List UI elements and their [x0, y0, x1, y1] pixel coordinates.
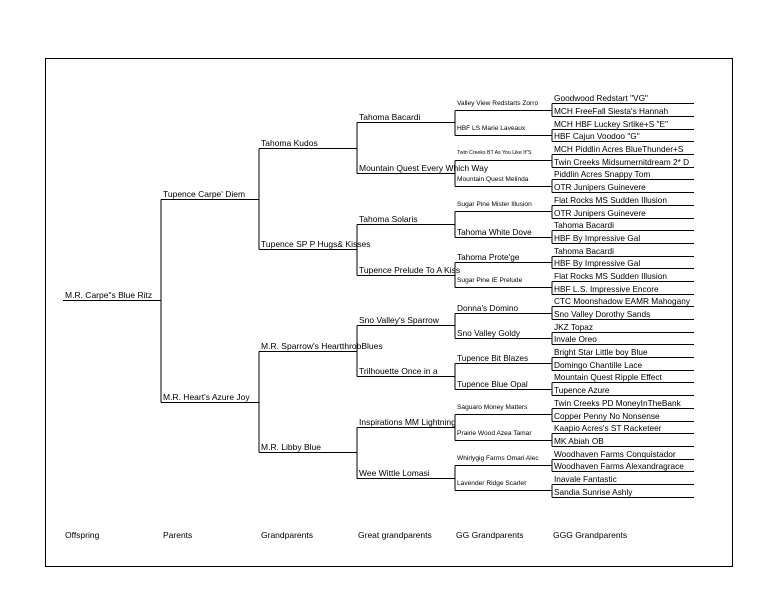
ggg-grandparent-name-14: Flat Rocks MS Sudden Illusion: [554, 270, 667, 281]
parent-name-0: Tupence Carpe' Diem: [163, 188, 246, 199]
ggg-grandparent-name-3: HBF Cajun Voodoo "G": [554, 130, 640, 141]
gg-grandparent-name-6: Tahoma Prote'ge: [457, 251, 520, 262]
gg-grandparent-name-2: Twin Creeks BT As You Like It"S: [457, 149, 532, 156]
ggg-grandparent-name-20: Bright Star Little boy Blue: [554, 346, 648, 357]
ggg-grandparent-name-13: HBF By Impressive Gal: [554, 257, 641, 268]
gen-label-parents: Parents: [163, 530, 193, 540]
great-grandparent-name-3: Tupence Prelude To A Kiss: [359, 264, 461, 275]
gg-grandparent-name-5: Tahoma White Dove: [457, 226, 532, 237]
ggg-grandparent-name-12: Tahoma Bacardi: [554, 245, 614, 256]
gg-grandparent-name-0: Valley View Redstarts Zorro: [457, 99, 539, 107]
gen-label-great-grandparents: Great grandparents: [358, 530, 432, 540]
gg-grandparent-name-1: HBF LS Marie Laveaux: [457, 124, 526, 132]
ggg-grandparent-name-26: Kaapio Acres's ST Racketeer: [554, 422, 662, 433]
offspring-name-0: M.R. Carpe"s Blue Ritz: [65, 289, 153, 300]
gg-grandparent-name-10: Tupence Bit Blazes: [457, 352, 529, 363]
gg-grandparent-name-13: Prairie Wood Azea Tamar: [457, 429, 532, 437]
gen-label-offspring: Offspring: [65, 530, 100, 540]
ggg-grandparent-name-21: Domingo Chantille Lace: [554, 359, 643, 370]
ggg-grandparent-name-9: OTR Junipers Guinevere: [554, 207, 646, 218]
ggg-grandparent-name-19: Invale Oreo: [554, 333, 597, 344]
ggg-grandparent-name-27: MK Abiah OB: [554, 435, 604, 446]
great-grandparent-name-2: Tahoma Solaris: [359, 213, 418, 224]
ggg-grandparent-name-2: MCH HBF Luckey Srtike+S "E": [554, 118, 669, 129]
ggg-grandparent-name-30: Inavale Fantastic: [554, 473, 617, 484]
grandparent-name-3: M.R. Libby Blue: [261, 441, 321, 452]
gg-grandparent-name-4: Sugar Pine Mister Illusion: [457, 200, 532, 208]
ggg-grandparent-name-8: Flat Rocks MS Sudden Illusion: [554, 194, 667, 205]
gg-grandparent-name-11: Tupence Blue Opal: [457, 378, 528, 389]
great-grandparent-name-4: Sno Valley's Sparrow: [359, 314, 439, 325]
ggg-grandparent-name-16: CTC Moonshadow EAMR Mahogany: [554, 295, 691, 306]
ggg-grandparent-name-29: Woodhaven Farms Alexandragrace: [554, 460, 684, 471]
ggg-grandparent-name-1: MCH FreeFall Siesta's Hannah: [554, 105, 669, 116]
ggg-grandparent-name-24: Twin Creeks PD MoneyInTheBank: [554, 397, 681, 408]
ggg-grandparent-name-25: Copper Penny No Nonsense: [554, 410, 660, 421]
ggg-grandparent-name-7: OTR Junipers Guinevere: [554, 181, 646, 192]
great-grandparent-name-0: Tahoma Bacardi: [359, 111, 421, 122]
ggg-grandparent-name-6: Piddlin Acres Snappy Tom: [554, 168, 651, 179]
ggg-grandparent-name-23: Tupence Azure: [554, 384, 610, 395]
gen-label-gg-grandparents: GG Grandparents: [456, 530, 524, 540]
ggg-grandparent-name-11: HBF By Impressive Gal: [554, 232, 641, 243]
great-grandparent-name-5: Trilhouette Once in a: [359, 365, 438, 376]
ggg-grandparent-name-31: Sandia Sunrise Ashly: [554, 486, 633, 497]
ggg-grandparent-name-28: Woodhaven Farms Conquistador: [554, 448, 676, 459]
gg-grandparent-name-12: Saguaro Money Matters: [457, 403, 528, 411]
ggg-grandparent-name-0: Goodwood Redstart "VG": [554, 92, 648, 103]
grandparent-name-0: Tahoma Kudos: [261, 137, 318, 148]
gg-grandparent-name-15: Lavender Ridge Scarlet: [457, 479, 526, 487]
gen-label-grandparents: Grandparents: [261, 530, 313, 540]
gg-grandparent-name-7: Sugar Pine IE Prelude: [457, 276, 523, 284]
gg-grandparent-name-9: Sno Valley Goldy: [457, 327, 521, 338]
gg-grandparent-name-14: Whirlygig Farms Omari Alec: [457, 454, 539, 462]
ggg-grandparent-name-5: Twin Creeks Midsumernitdream 2* D: [554, 156, 690, 167]
great-grandparent-name-7: Wee Wittle Lomasi: [359, 467, 430, 478]
great-grandparent-name-1: Mountain Quest Every Which Way: [359, 162, 489, 173]
gen-label-ggg-grandparents: GGG Grandparents: [553, 530, 628, 540]
gg-grandparent-name-3: Mountain Quest Melinda: [457, 175, 529, 183]
great-grandparent-name-6: Inspirations MM Lightning: [359, 416, 456, 427]
ggg-grandparent-name-17: Sno Valley Dorothy Sands: [554, 308, 651, 319]
ggg-grandparent-name-18: JKZ Topaz: [554, 321, 594, 332]
grandparent-name-1: Tupence SP P Hugs& Kisses: [261, 238, 371, 249]
ggg-grandparent-name-10: Tahoma Bacardi: [554, 219, 614, 230]
ggg-grandparent-name-22: Mountain Quest Ripple Effect: [554, 371, 662, 382]
grandparent-name-2: M.R. Sparrow's HeartthrobBlues: [261, 340, 383, 351]
ggg-grandparent-name-4: MCH Piddlin Acres BlueThunder+S: [554, 143, 684, 154]
ggg-grandparent-name-15: HBF L.S. Impressive Encore: [554, 283, 659, 294]
gg-grandparent-name-8: Donna's Domino: [457, 302, 519, 313]
parent-name-1: M.R. Heart's Azure Joy: [163, 391, 250, 402]
